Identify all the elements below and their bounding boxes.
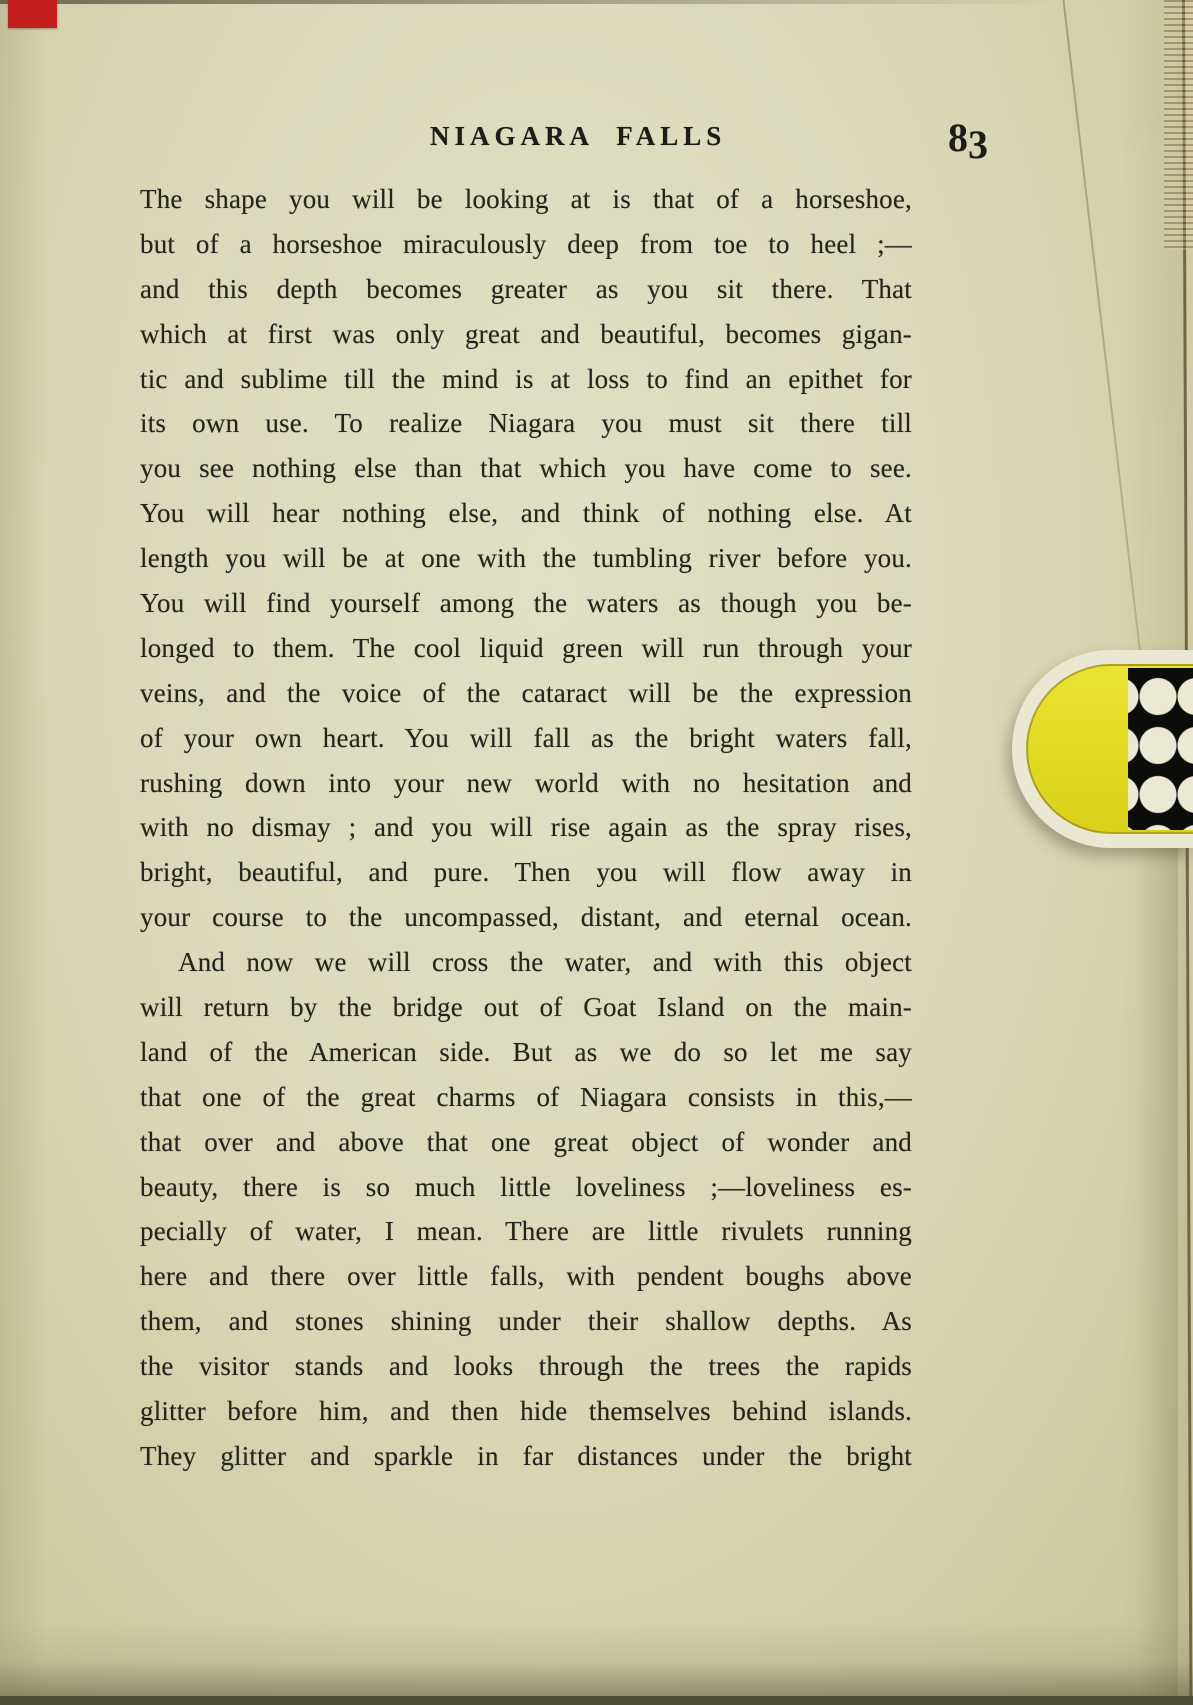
text-line: bright, beautiful, and pure. Then you will flow away in bbox=[140, 857, 912, 888]
page-stack-hatch bbox=[1164, 0, 1193, 250]
text-line: glitter before him, and then hide themselves behind islands. bbox=[140, 1396, 912, 1427]
page-number-digit: 8 bbox=[948, 115, 968, 160]
text-line: longed to them. The cool liquid green will run through your bbox=[140, 632, 912, 663]
edge-shadow bbox=[1138, 838, 1178, 1698]
text-line: and this depth becomes greater as you sit there. That bbox=[140, 273, 912, 304]
text-line: here and there over little falls, with pendent boughs above bbox=[140, 1261, 912, 1292]
page-crease bbox=[1062, 0, 1142, 663]
text-line: but of a horseshoe miraculously deep from toe to heel ;— bbox=[140, 228, 912, 259]
top-edge-shadow bbox=[0, 0, 1065, 4]
text-line: The shape you will be looking at is that of a horseshoe, bbox=[140, 184, 912, 214]
text-line: with no dismay ; and you will rise again as the spray rises, bbox=[140, 812, 912, 843]
text-line: them, and stones shining under their shallow depths. As bbox=[140, 1306, 912, 1337]
polka-dot-panel bbox=[1128, 668, 1193, 830]
text-line: of your own heart. You will fall as the bright waters fall, bbox=[140, 722, 912, 753]
header-title: NIAGARA FALLS bbox=[430, 121, 727, 151]
text-line: veins, and the voice of the cataract will be the expression bbox=[140, 677, 912, 708]
text-line: pecially of water, I mean. There are little rivulets running bbox=[140, 1216, 912, 1247]
bottom-shade bbox=[0, 1662, 1193, 1696]
text-line: the visitor stands and looks through the trees the rapids bbox=[140, 1351, 912, 1382]
bottom-edge bbox=[0, 1696, 1193, 1705]
text-line: land of the American side. But as we do so let me say bbox=[140, 1036, 912, 1067]
text-line: You will find yourself among the waters as though you be- bbox=[140, 588, 912, 619]
body-text bbox=[140, 177, 912, 1479]
text-line: You will hear nothing else, and think of nothing else. At bbox=[140, 498, 912, 529]
text-line: And now we will cross the water, and with this object bbox=[178, 947, 912, 978]
page-number bbox=[948, 114, 988, 167]
text-line: They glitter and sparkle in far distances under the bright bbox=[140, 1440, 912, 1471]
red-corner-mark bbox=[8, 0, 57, 28]
text-line: that over and above that one great object of wonder and bbox=[140, 1126, 912, 1157]
text-line: rushing down into your new world with no hesitation and bbox=[140, 767, 912, 798]
text-line: your course to the uncompassed, distant, and eternal ocean. bbox=[140, 902, 912, 933]
text-line: its own use. To realize Niagara you must sit there till bbox=[140, 408, 912, 439]
text-line: will return by the bridge out of Goat Island on the main- bbox=[140, 992, 912, 1023]
text-line: beauty, there is so much little loveliness ;—loveliness es- bbox=[140, 1171, 912, 1202]
text-line: that one of the great charms of Niagara consists in this,— bbox=[140, 1081, 912, 1112]
page-edge-strip bbox=[1182, 0, 1193, 1705]
text-line: you see nothing else than that which you have come to see. bbox=[140, 453, 912, 484]
page-number-digit: 3 bbox=[968, 122, 988, 167]
text-line: which at first was only great and beautiful, becomes gigan- bbox=[140, 318, 912, 349]
text-line: tic and sublime till the mind is at loss to find an epithet for bbox=[140, 363, 912, 394]
text-line: length you will be at one with the tumbling river before you. bbox=[140, 543, 912, 574]
